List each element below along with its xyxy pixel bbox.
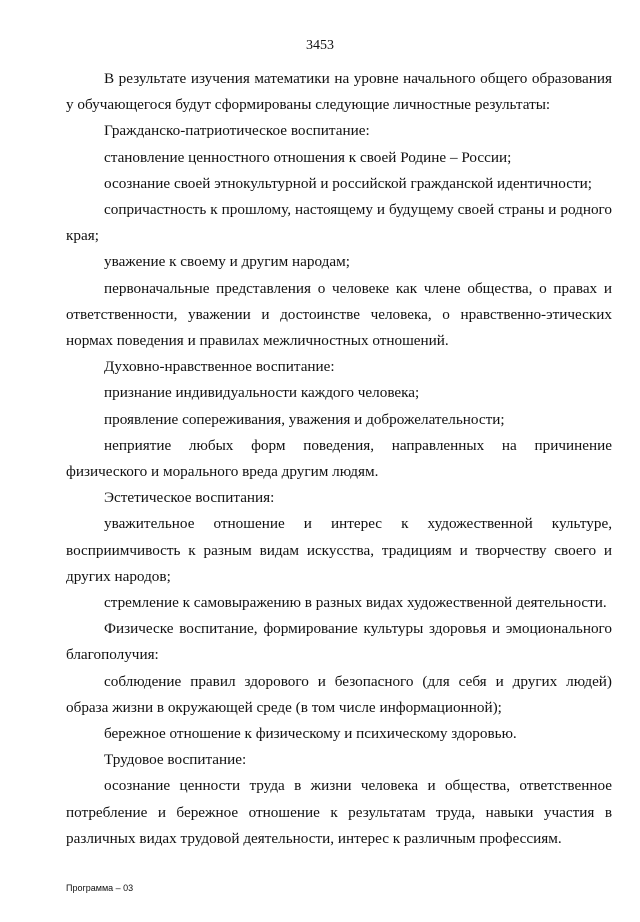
paragraph: В результате изучения математики на уровне начального общего образования у обучающегося будут сформированы следующие личностные результаты: xyxy=(66,70,612,114)
page-body xyxy=(66,66,612,852)
paragraph: неприятие любых форм поведения, направленных на причинение физического и морального вреда другим людям. xyxy=(66,436,612,481)
paragraph: признание индивидуальности каждого человека; xyxy=(104,384,420,402)
paragraph: Трудовое воспитание: xyxy=(104,751,247,769)
paragraph: бережное отношение к физическому и психическому здоровью. xyxy=(104,725,517,743)
paragraph: стремление к самовыражению в разных видах художественной деятельности. xyxy=(104,594,607,612)
paragraph: Физическе воспитание, формирование культуры здоровья и эмоционального благополучия: xyxy=(66,620,612,664)
paragraph: Духовно-нравственное воспитание: xyxy=(104,358,335,376)
page-number: 3453 xyxy=(306,38,334,53)
paragraph: первоначальные представления о человеке как члене общества, о правах и ответственности, уважении и достоинстве человека, о нравственно-этических нормах поведения и правилах межличностных отношений. xyxy=(66,279,612,350)
paragraph: проявление сопереживания, уважения и доброжелательности; xyxy=(104,410,505,428)
paragraph: соблюдение правил здорового и безопасного (для себя и других людей) образа жизни в окружающей среде (в том числе информационной); xyxy=(66,672,612,716)
paragraph: сопричастность к прошлому, настоящему и будущему своей страны и родного края; xyxy=(66,201,612,245)
paragraph: становление ценностного отношения к своей Родине – России; xyxy=(104,148,512,166)
paragraph: осознание ценности труда в жизни человека и общества, ответственное потребление и бережное отношение к результатам труда, навыки участия в различных видах трудовой деятельности, интерес к различным профессиям. xyxy=(66,777,612,847)
paragraph: уважительное отношение и интерес к художественной культуре, восприимчивость к разным видам искусства, традициям и творчеству своего и других народов; xyxy=(66,515,612,585)
paragraph: Эстетическое воспитания: xyxy=(104,489,275,507)
paragraph: уважение к своему и другим народам; xyxy=(104,253,350,271)
footer-program-code: Программа – 03 xyxy=(66,883,134,893)
paragraph: осознание своей этнокультурной и российской гражданской идентичности; xyxy=(104,174,592,192)
paragraph: Гражданско-патриотическое воспитание: xyxy=(104,122,370,140)
